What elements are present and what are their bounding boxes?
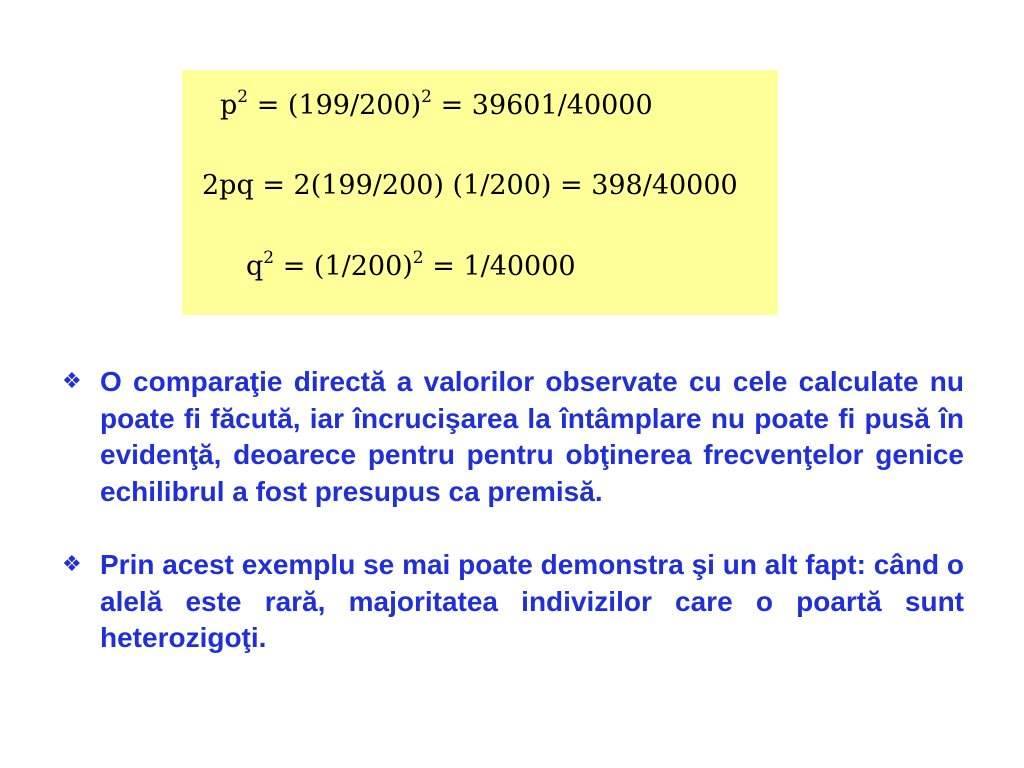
formula-q-squared-mid-exponent: 2 <box>412 248 424 268</box>
formula-q-squared <box>246 248 576 282</box>
bullet-item-example <box>62 547 964 657</box>
formula-p-squared-mid: = (199/200) <box>248 90 422 121</box>
formula-2pq-text: 2pq = 2(199/200) (1/200) = 398/40000 <box>202 170 738 201</box>
diamond-bullet-icon: ❖ <box>62 369 82 394</box>
formula-q-squared-lhs: q <box>246 251 264 282</box>
formula-q-squared-lhs-exponent: 2 <box>263 248 275 268</box>
diamond-bullet-icon: ❖ <box>62 552 82 577</box>
formula-q-squared-mid: = (1/200) <box>274 251 413 282</box>
bullet-list <box>62 364 964 694</box>
formula-p-squared <box>220 87 653 121</box>
bullet-text-comparison: O comparaţie directă a valorilor observate cu cele calculate nu poate fi făcută, iar încrucişarea la întâmplare nu poate fi pusă în evidenţă, deoarece pentru pentru obţinerea frecvenţelor genice echilibrul a fost presupus ca premisă. <box>100 366 964 507</box>
formula-p-squared-lhs: p <box>220 90 238 121</box>
formula-p-squared-mid-exponent: 2 <box>421 87 432 107</box>
bullet-text-example: Prin acest exemplu se mai poate demonstra şi un alt fapt: când o alelă este rară, majoritatea indivizilor care o poartă sunt heterozigoţi. <box>100 549 964 653</box>
formula-p-squared-rhs: = 39601/40000 <box>431 90 653 121</box>
formula-q-squared-rhs: = 1/40000 <box>423 251 576 282</box>
formula-2pq <box>202 172 738 199</box>
bullet-item-comparison <box>62 364 964 510</box>
formula-p-squared-lhs-exponent: 2 <box>237 87 249 107</box>
